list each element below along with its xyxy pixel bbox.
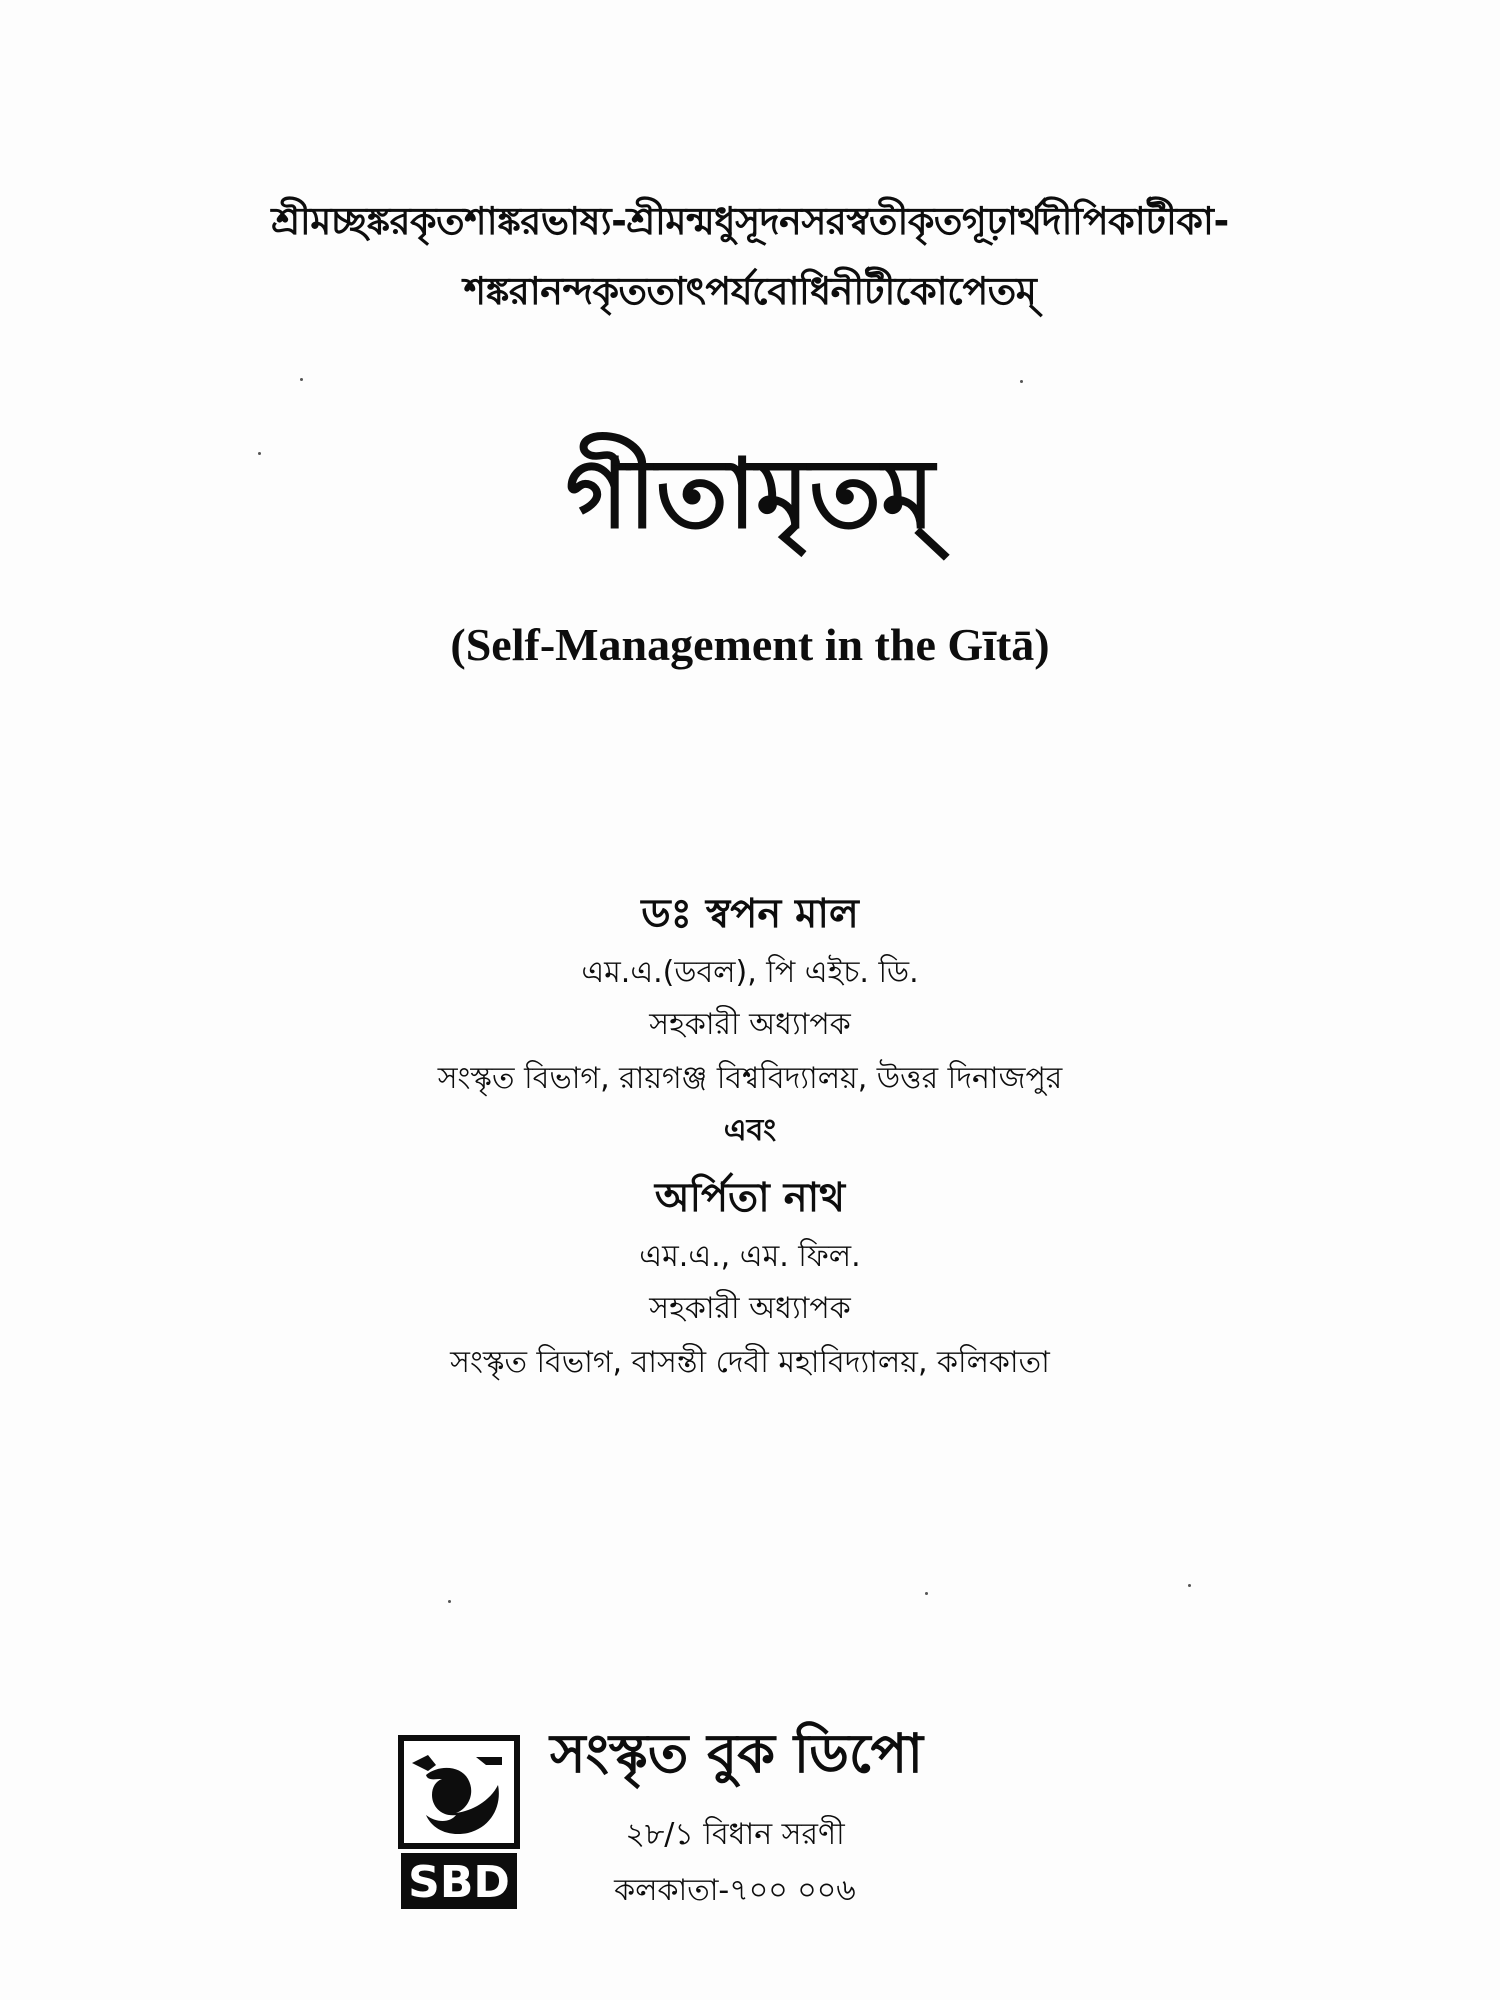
publisher-address-line-2: কলকাতা-৭০০ ০০৬ (614, 1873, 856, 1908)
subtitle-line-2: শঙ্করানন্দকৃততাৎপর্যবোধিনীটীকোপেতম্ (463, 269, 1037, 313)
scan-speck (448, 1600, 451, 1603)
english-title: (Self-Management in the Gītā) (450, 619, 1050, 670)
author-2-designation: সহকারী অধ্যাপক (649, 1291, 851, 1326)
author-2-affiliation: সংস্কৃত বিভাগ, বাসন্তী দেবী মহাবিদ্যালয়, কলিকাতা (450, 1345, 1050, 1380)
scan-speck (1188, 1584, 1191, 1587)
scan-speck (925, 1592, 928, 1595)
author-1-degree: এম.এ.(ডবল), পি এইচ. ডি. (581, 955, 919, 990)
author-1-name: ডঃ স্বপন মাল (641, 891, 859, 937)
main-title: গীতামৃতম্ (565, 438, 935, 550)
publisher-logo-icon (398, 1735, 520, 1913)
author-2-degree: এম.এ., এম. ফিল. (639, 1239, 861, 1274)
author-2-name: অর্পিতা নাথ (654, 1175, 846, 1221)
author-1-designation: সহকারী অধ্যাপক (649, 1007, 851, 1042)
conjunction: এবং (723, 1113, 777, 1148)
svg-text:SBD: SBD (408, 1857, 510, 1908)
author-1-affiliation: সংস্কৃত বিভাগ, রায়গঞ্জ বিশ্ববিদ্যালয়, উত্তর দিনাজপুর (437, 1061, 1063, 1096)
subtitle-line-1: শ্রীমচ্ছঙ্করকৃতশাঙ্করভাষ্য-শ্রীমন্মধুসূদনসরস্বতীকৃতগূঢ়ার্থদীপিকাটীকা- (271, 199, 1229, 243)
publisher-address-line-1: ২৮/১ বিধান সরণী (625, 1817, 845, 1852)
scan-speck (1020, 380, 1023, 383)
scan-speck (300, 378, 303, 381)
scan-speck (258, 452, 261, 455)
publisher-name: সংস্কৃত বুক ডিপো (550, 1722, 923, 1785)
